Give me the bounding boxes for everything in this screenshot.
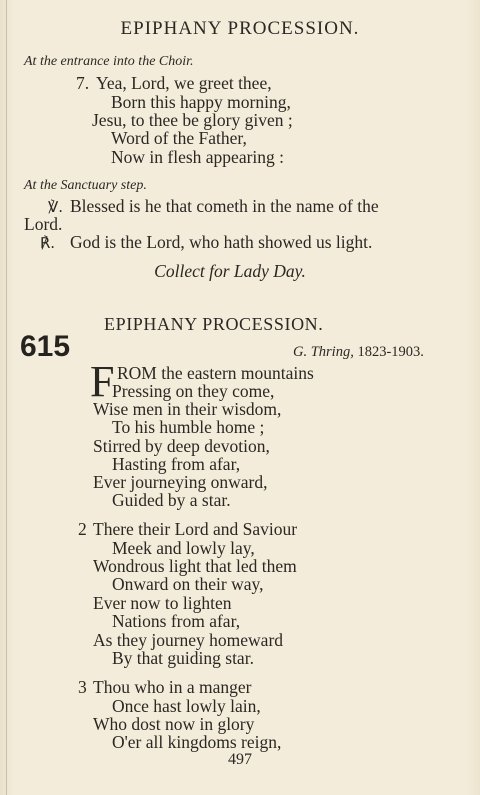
verse-line: Stirred by deep devotion, — [93, 436, 270, 456]
verse-line: O'er all kingdoms reign, — [112, 732, 282, 752]
response-icon: ℟. — [40, 234, 56, 252]
hymn-title: EPIPHANY PROCESSION. — [104, 314, 324, 334]
author-attribution — [293, 344, 424, 361]
rubric-sanctuary: At the Sanctuary step. — [24, 178, 147, 193]
verse-line: Word of the Father, — [111, 128, 247, 148]
verse-line: As they journey homeward — [93, 630, 284, 650]
page-number: 497 — [228, 751, 252, 768]
verse-line: There their Lord and Saviour — [93, 519, 298, 539]
hymn-number: 615 — [20, 330, 71, 363]
verse-line: Who dost now in glory — [93, 714, 255, 734]
drop-cap: F — [90, 357, 115, 406]
verse-line: Yea, Lord, we greet thee, — [96, 73, 272, 93]
verse-line: ROM the eastern mountains — [117, 363, 314, 383]
verse-line: To his humble home ; — [112, 417, 265, 437]
author-dates: 1823-1903. — [357, 344, 424, 360]
verse-line: Ever journeying onward, — [93, 472, 268, 492]
response-text: God is the Lord, who hath showed us light. — [70, 232, 373, 252]
verse-line: Hasting from afar, — [112, 454, 241, 474]
verse-line: Wondrous light that led them — [93, 556, 297, 576]
verse-line: Once hast lowly lain, — [112, 696, 261, 716]
verse-line: Jesu, to thee be glory given ; — [92, 110, 293, 130]
running-head: EPIPHANY PROCESSION. — [120, 18, 360, 39]
verse-line: Born this happy morning, — [111, 92, 291, 112]
verse-line: Guided by a star. — [112, 490, 231, 510]
verse-line: Wise men in their wisdom, — [93, 399, 282, 419]
verse-line: Now in flesh appearing : — [111, 147, 285, 167]
verse-line: Ever now to lighten — [93, 593, 232, 613]
verse-line: Thou who in a manger — [93, 677, 252, 697]
page-edge — [6, 0, 7, 795]
rubric-choir: At the entrance into the Choir. — [24, 54, 194, 69]
verse-line: Meek and lowly lay, — [112, 538, 255, 558]
versicle-continuation: Lord. — [24, 214, 63, 234]
stanza-number: 3 — [78, 677, 87, 697]
versicle-text: Blessed is he that cometh in the name of the — [70, 196, 379, 216]
verse-line: Onward on their way, — [112, 574, 264, 594]
verse-line: By that guiding star. — [112, 648, 254, 668]
versicle-icon: ℣. — [48, 198, 64, 216]
collect-rubric: Collect for Lady Day. — [154, 261, 306, 281]
verse-line: Pressing on they come, — [112, 381, 275, 401]
verse-line: Nations from afar, — [112, 611, 241, 631]
stanza-number: 7. — [76, 73, 90, 93]
author-name: G. Thring, — [293, 344, 354, 360]
stanza-number: 2 — [78, 519, 87, 539]
